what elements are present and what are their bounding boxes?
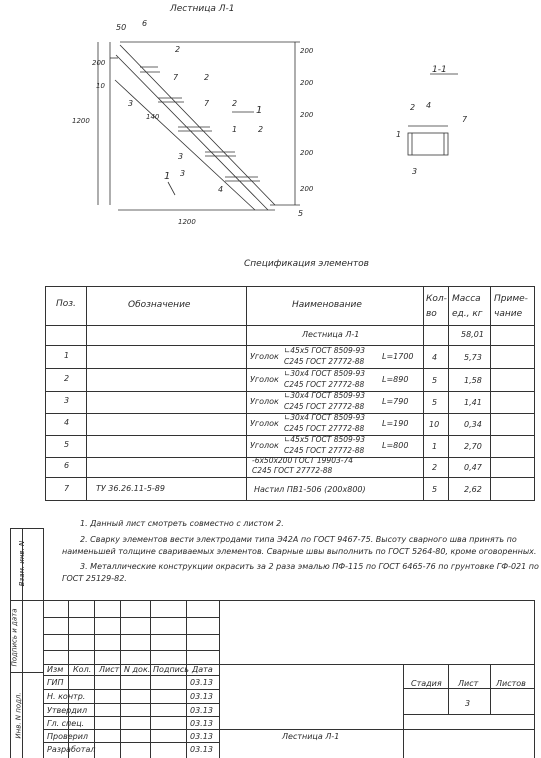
row-line1: ∟30х4 ГОСТ 8509-93 xyxy=(284,391,366,400)
row-qty: 4 xyxy=(432,353,438,362)
header-mass: Масса ед., кг xyxy=(452,294,483,319)
note-line: ГОСТ 25129-82. xyxy=(62,574,127,583)
callout-3b: 3 xyxy=(178,152,184,161)
header-note: Приме- чание xyxy=(494,294,528,319)
row-mass: 2,62 xyxy=(464,485,482,494)
header-designation: Обозначение xyxy=(128,300,191,310)
sheet-label: Лист xyxy=(458,679,479,688)
sheet-value: 3 xyxy=(465,699,471,708)
row-length: L=190 xyxy=(382,419,409,428)
spec-title: Спецификация элементов xyxy=(244,259,369,269)
row-length: L=790 xyxy=(382,397,409,406)
callout-3a: 3 xyxy=(128,99,134,108)
dim-200-r4: 200 xyxy=(300,149,314,157)
side-label-inv: Инв. N подл. xyxy=(14,692,23,739)
row-qty: 1 xyxy=(432,442,438,451)
row-qty: 5 xyxy=(432,376,438,385)
callout-6: 6 xyxy=(142,19,148,28)
header-qty: Кол- во xyxy=(426,294,447,319)
dim-10: 10 xyxy=(96,82,105,90)
drawing-title: Лестница Л-1 xyxy=(170,4,235,14)
role-utverdil: Утвердил xyxy=(47,706,88,715)
callout-5: 5 xyxy=(298,209,304,218)
role-glspec: Гл. спец. xyxy=(47,719,85,728)
col-header-date: Дата xyxy=(192,665,213,674)
callout-7a: 7 xyxy=(173,73,179,82)
row-line2: С245 ГОСТ 27772-88 xyxy=(284,357,365,366)
dim-1200-vertical: 1200 xyxy=(72,117,90,125)
row-qty: 10 xyxy=(429,420,440,429)
date-cell: 03.13 xyxy=(190,732,213,741)
callout-2d: 2 xyxy=(258,125,264,134)
role-razrabotal: Разработал xyxy=(47,745,96,754)
col-header-kol: Кол. xyxy=(73,665,92,674)
section-label: 1-1 xyxy=(432,65,447,75)
callout-7b: 7 xyxy=(204,99,210,108)
col-header-list: Лист xyxy=(99,665,120,674)
stage-label: Стадия xyxy=(411,679,442,688)
dim-140: 140 xyxy=(146,113,160,121)
row-qty: 5 xyxy=(432,398,438,407)
row-mass: 0,34 xyxy=(464,420,482,429)
row-type: Уголок xyxy=(250,375,279,384)
row-line2: С245 ГОСТ 27772-88 xyxy=(252,466,333,475)
row-line2: С245 ГОСТ 27772-88 xyxy=(284,424,365,433)
row-designation: ТУ 36.26.11-5-89 xyxy=(96,484,165,493)
note-line: 1. Данный лист смотреть совместно с листом 2. xyxy=(80,519,284,528)
row-line1: ∟30х4 ГОСТ 8509-93 xyxy=(284,369,366,378)
section-callout-3: 3 xyxy=(412,167,418,176)
role-proveril: Проверил xyxy=(47,732,89,741)
row-line1: ∟45х5 ГОСТ 8509-93 xyxy=(284,435,366,444)
dim-200-r2: 200 xyxy=(300,79,314,87)
row-type: Уголок xyxy=(250,352,279,361)
role-gip: ГИП xyxy=(47,678,64,687)
callout-1a: 1 xyxy=(256,105,263,116)
section-callout-2: 2 xyxy=(410,103,416,112)
row-line1: Настил ПВ1-506 (200х800) xyxy=(254,485,366,494)
row-mass: 0,47 xyxy=(464,463,482,472)
sheets-label: Листов xyxy=(496,679,526,688)
row-line2: С245 ГОСТ 27772-88 xyxy=(284,446,365,455)
row-line1: ∟30х4 ГОСТ 8509-93 xyxy=(284,413,366,422)
date-cell: 03.13 xyxy=(190,719,213,728)
role-nkontr: Н. контр. xyxy=(47,692,86,701)
dim-1200-horizontal: 1200 xyxy=(178,218,196,226)
header-pos: Поз. xyxy=(56,299,76,309)
note-line: наименьшей толщине свариваемых элементов. Сварные швы выполнить по ГОСТ 5264-80, кроме оговоренных. xyxy=(62,547,537,556)
date-cell: 03.13 xyxy=(190,692,213,701)
dim-200-r3: 200 xyxy=(300,111,314,119)
row-mass: 5,73 xyxy=(464,353,482,362)
col-header-sign: Подпись xyxy=(153,665,189,674)
row-mass: 1,58 xyxy=(464,376,482,385)
row-line1: -6х50х200 ГОСТ 19903-74 xyxy=(252,456,353,465)
callout-1c: 1 xyxy=(164,171,171,182)
row-pos: 1 xyxy=(64,351,70,360)
row-mass: 1,41 xyxy=(464,398,482,407)
section-callout-7: 7 xyxy=(462,115,468,124)
col-header-ndoc: N док. xyxy=(124,665,151,674)
group-mass: 58,01 xyxy=(461,330,484,339)
dim-200-r1: 200 xyxy=(300,47,314,55)
row-type: Уголок xyxy=(250,419,279,428)
date-cell: 03.13 xyxy=(190,745,213,754)
dim-200-left: 200 xyxy=(92,59,106,67)
row-mass: 2,70 xyxy=(464,442,482,451)
drawing-name: Лестница Л-1 xyxy=(282,732,340,741)
row-pos: 2 xyxy=(64,374,70,383)
row-pos: 3 xyxy=(64,396,70,405)
side-label-sign: Подпись и дата xyxy=(10,608,19,667)
callout-2c: 2 xyxy=(232,99,238,108)
row-pos: 4 xyxy=(64,418,70,427)
row-length: L=1700 xyxy=(382,352,414,361)
row-line2: С245 ГОСТ 27772-88 xyxy=(284,380,365,389)
callout-2a: 2 xyxy=(175,45,181,54)
section-callout-1: 1 xyxy=(396,130,402,139)
callout-2b: 2 xyxy=(204,73,210,82)
row-type: Уголок xyxy=(250,441,279,450)
row-line2: С245 ГОСТ 27772-88 xyxy=(284,402,365,411)
row-line1: ∟45х5 ГОСТ 8509-93 xyxy=(284,346,366,355)
callout-4a: 4 xyxy=(218,185,224,194)
header-name: Наименование xyxy=(292,300,362,310)
col-header-izm: Изм xyxy=(47,665,64,674)
dim-50: 50 xyxy=(116,23,127,32)
row-qty: 5 xyxy=(432,485,438,494)
row-length: L=890 xyxy=(382,375,409,384)
row-length: L=800 xyxy=(382,441,409,450)
stair-drawing xyxy=(0,0,541,260)
row-type: Уголок xyxy=(250,397,279,406)
row-pos: 7 xyxy=(64,484,70,493)
callout-1b: 1 xyxy=(232,125,238,134)
side-label-replace: Взам. инв. N xyxy=(18,540,27,587)
row-pos: 5 xyxy=(64,440,70,449)
date-cell: 03.13 xyxy=(190,678,213,687)
callout-3c: 3 xyxy=(180,169,186,178)
row-qty: 2 xyxy=(432,463,438,472)
section-callout-4: 4 xyxy=(426,101,432,110)
date-cell: 03.13 xyxy=(190,706,213,715)
note-line: 3. Металлические конструкции окрасить за 2 раза эмалью ПФ-115 по ГОСТ 6465-76 по грунтовке ГФ-021 по xyxy=(80,562,539,571)
group-name: Лестница Л-1 xyxy=(302,330,360,339)
row-pos: 6 xyxy=(64,461,70,470)
dim-200-r5: 200 xyxy=(300,185,314,193)
note-line: 2. Сварку элементов вести электродами типа Э42А по ГОСТ 9467-75. Высоту сварного шва принять по xyxy=(80,535,517,544)
